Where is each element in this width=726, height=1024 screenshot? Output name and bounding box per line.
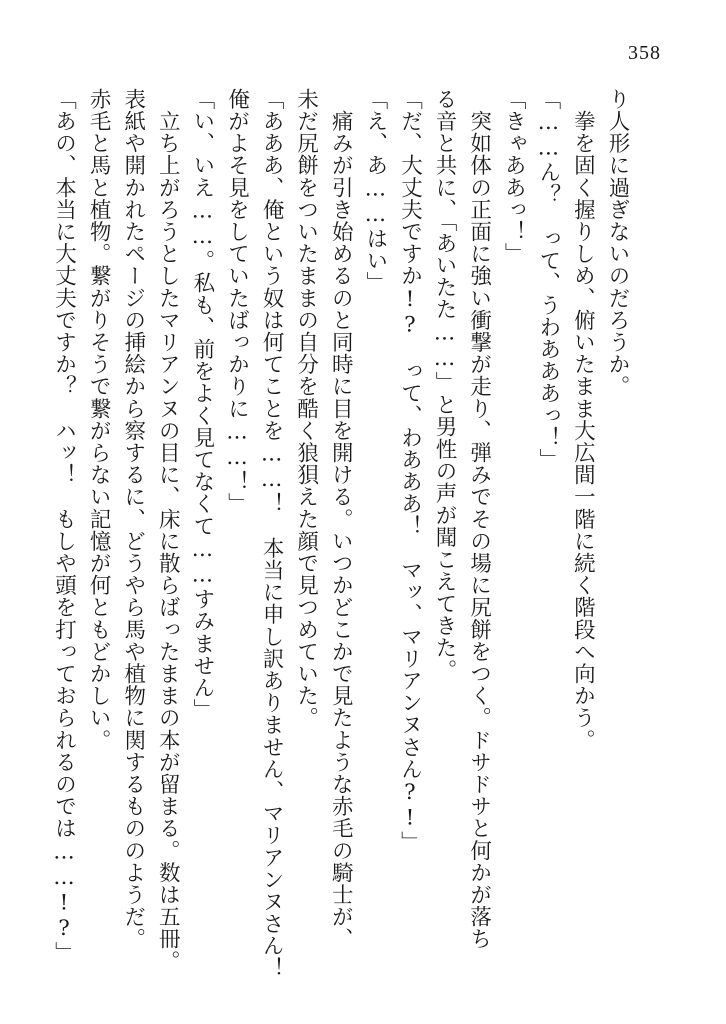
text-line: 俺がよそ見をしていたばっかりに……！」	[224, 88, 250, 515]
text-line: 拳を固く握りしめ、俯いたまま大広間一階に続く階段へ向かう。	[570, 88, 596, 751]
text-line: 突如体の正面に強い衝撃が走り、弾みでその場に尻餅をつく。ドサドサと何かが落ち	[466, 88, 492, 950]
text-line: 「い、いえ……。私も、前をよく見てなくて……すみません」	[189, 88, 215, 721]
text-line: 未だ尻餅をついたままの自分を酷く狼狽えた顔で見つめていた。	[293, 88, 319, 729]
text-line: 表紙や開かれたページの挿絵から察するに、どうやら馬や植物に関するもののようだ。	[120, 88, 146, 950]
vertical-text-body	[46, 88, 634, 988]
text-line: 「だ、大丈夫ですか!? って、わあああ！ マッ、マリアンヌさん?!」	[397, 88, 423, 854]
text-line: 「あああ、俺という奴は何てことを……！ 本当に申し訳ありません、マリアンヌさん！	[259, 88, 285, 979]
text-line: 立ち上がろうとしたマリアンヌの目に、床に散らばったままの本が留まる。数は五冊。	[155, 88, 181, 972]
text-line: り人形に過ぎないのだろうか。	[605, 88, 630, 398]
text-line: 「……ん？ って、うわあああっ！」	[535, 88, 561, 471]
text-line: 赤毛と馬と植物。繋がりそうで繋がらない記憶が何ともどかしい。	[86, 88, 112, 751]
text-line: 痛みが引き始めるのと同時に目を開ける。いつかどこかで見たような赤毛の騎士が、	[328, 88, 354, 950]
text-line: 「きゃああっ！」	[501, 88, 527, 265]
page-number: 358	[628, 42, 661, 64]
text-line: 「え、あ……はい」	[362, 88, 388, 294]
text-line: 「あの、本当に大丈夫ですか？ ハッ！ もしや頭を打っておられるのでは……!?」	[51, 88, 77, 964]
text-line: る音と共に、「あいたた……」と男性の声が聞こえてきた。	[432, 88, 458, 681]
